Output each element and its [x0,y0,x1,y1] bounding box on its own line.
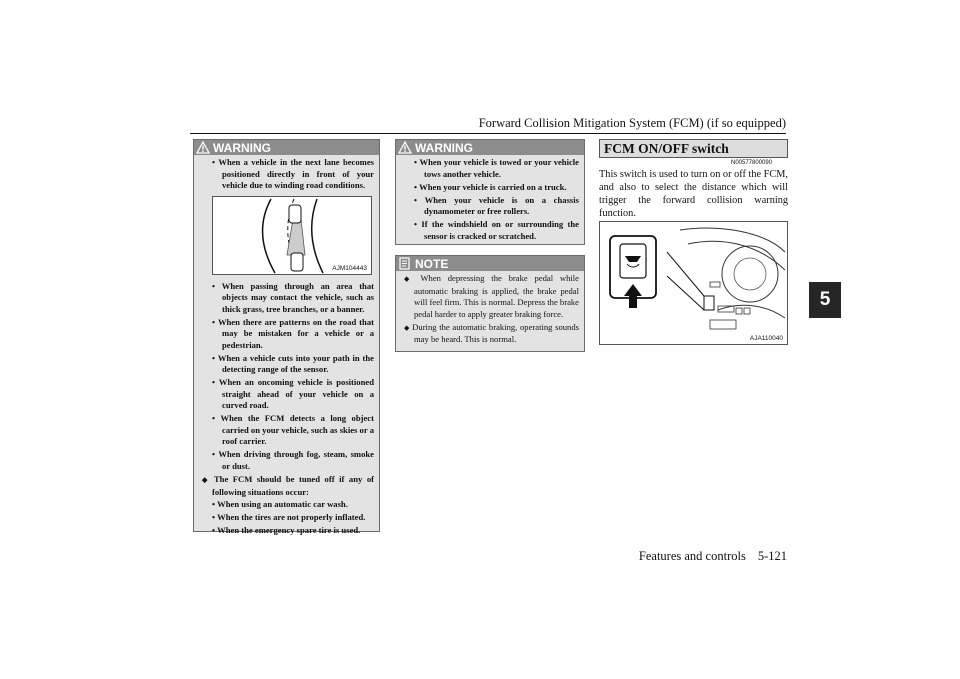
switch-figure [599,221,788,345]
list-item: • When your vehicle is on a chassis dynamometer or free rollers. [414,195,579,218]
main-warning-item: ◆ The FCM should be tuned off if any of following situations occur: [202,474,374,498]
list-item: • When the tires are not properly inflated. [212,512,374,524]
list-item: • When the emergency spare tire is used. [212,525,374,537]
note-header [396,256,584,271]
header-rule [190,133,786,134]
list-item: • When passing through an area that objects may contact the vehicle, such as thick grass, tree branches, or a banner. [212,281,374,316]
list-item: • When your vehicle is towed or your vehicle tows another vehicle. [414,157,579,180]
section-heading: FCM ON/OFF switch [599,139,788,158]
note-box [395,255,585,352]
note-title: NOTE [415,256,449,271]
list-item: ◆ During the automatic braking, operating sounds may be heard. This is normal. [404,322,579,346]
warning-box-middle [395,139,585,245]
warning-title: WARNING [213,140,271,155]
fcm-switch-illustration [600,222,787,344]
figure-id: AJA110040 [749,335,783,342]
list-item: • When an oncoming vehicle is positioned straight ahead of your vehicle on a curved road. [212,377,374,412]
list-item: • When there are patterns on the road that may be mistaken for a vehicle or a pedestrian. [212,317,374,352]
warning-box-left [193,139,380,535]
warning-header [396,140,584,155]
note-list [404,273,579,346]
section-code: N00577800090 [731,160,773,166]
list-item: • When using an automatic car wash. [212,499,374,511]
lane-diagram [213,197,371,274]
figure-id: AJM104443 [332,264,367,272]
list-item: • If the windshield on or surrounding the sensor is cracked or scratched. [414,219,579,242]
warning-icon [196,141,210,154]
list-item: • When a vehicle cuts into your path in the detecting range of the sensor. [212,353,374,376]
warning-list-c [212,499,374,537]
lane-figure [212,196,372,275]
page-footer [639,549,787,564]
list-item: • When driving through fog, steam, smoke or dust. [212,449,374,472]
note-icon [398,257,412,270]
section-body: This switch is used to turn on or off the FCM, and also to select the distance which will trigger the forward collision warning function. [599,169,788,219]
footer-section: Features and controls [638,549,746,563]
list-item: • When your vehicle is carried on a truck. [414,182,579,194]
page-number: 5-121 [757,549,787,563]
warning-title: WARNING [415,140,473,155]
chapter-tab: 5 [809,282,841,318]
warning-list [414,157,579,242]
warning-header [194,140,379,155]
warning-icon [398,141,412,154]
list-item: • When a vehicle in the next lane becomes positioned directly in front of your vehicle due to winding road conditions. [212,157,374,192]
list-item: ◆ When depressing the brake pedal while automatic braking is applied, the brake pedal will feel firm. This is normal. Depress the brake pedal harder to apply greater braking force. [404,273,579,320]
list-item: • When the FCM detects a long object carried on your vehicle, such as skies or a roof carrier. [212,413,374,448]
warning-list-a [212,157,374,192]
running-header: Forward Collision Mitigation System (FCM) (if so equipped) [478,116,786,130]
warning-list-b [212,281,374,473]
